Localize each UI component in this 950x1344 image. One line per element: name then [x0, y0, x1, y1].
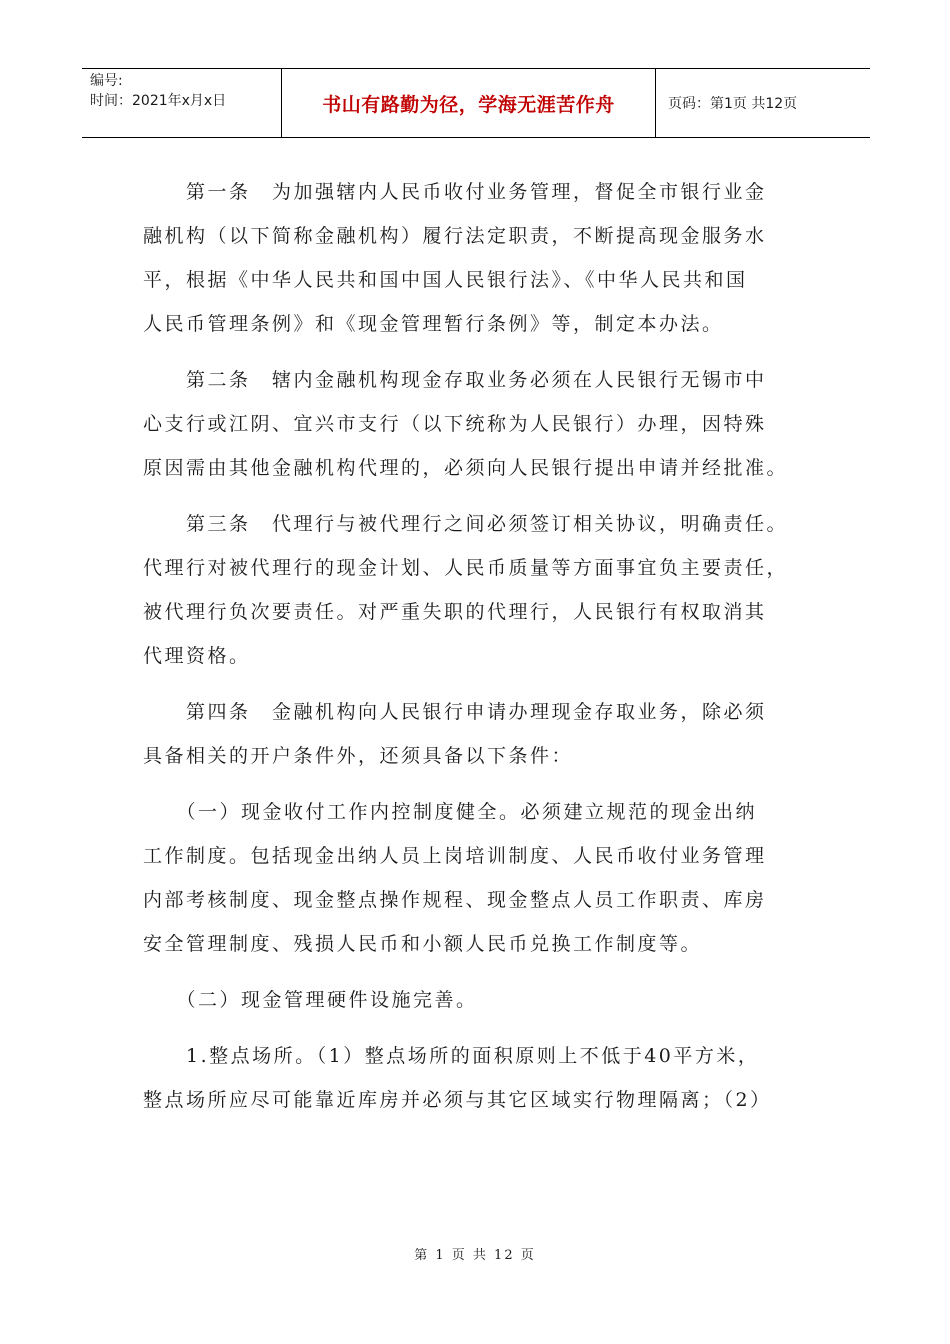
number-label: 编号: [90, 73, 123, 89]
paragraph [143, 170, 803, 346]
paragraph [143, 358, 803, 490]
paragraph-line: 代理行对被代理行的现金计划、人民币质量等方面事宜负主要责任， [143, 557, 789, 579]
paragraph-line: 原因需由其他金融机构代理的，必须向人民银行提出申请并经批准。 [143, 457, 789, 479]
paragraph-line: 被代理行负次要责任。对严重失职的代理行，人民银行有权取消其 [143, 601, 767, 623]
paragraph-line: 平，根据《中华人民共和国中国人民银行法》、《中华人民共和国 [143, 269, 748, 291]
paragraph [143, 790, 803, 966]
document-body [143, 170, 803, 1134]
paragraph-line: （二）现金管理硬件设施完善。 [143, 989, 478, 1011]
paragraph-line: 工作制度。包括现金出纳人员上岗培训制度、人民币收付业务管理 [143, 845, 767, 867]
paragraph [143, 690, 803, 778]
time-label: 时间：2021年x月x日 [90, 93, 227, 109]
document-header [82, 68, 870, 138]
paragraph-line: 心支行或江阴、宜兴市支行（以下统称为人民银行）办理，因特殊 [143, 413, 767, 435]
paragraph-line: 第四条 金融机构向人民银行申请办理现金存取业务，除必须 [143, 701, 767, 723]
paragraph-line: 1.整点场所。（1）整点场所的面积原则上不低于40平方米， [143, 1045, 760, 1067]
paragraph-line: 具备相关的开户条件外，还须具备以下条件： [143, 745, 574, 767]
paragraph-line: （一）现金收付工作内控制度健全。必须建立规范的现金出纳 [143, 801, 758, 823]
header-motto: 书山有路勤为径，学海无涯苦作舟 [282, 69, 656, 137]
paragraph [143, 978, 803, 1022]
paragraph-line: 安全管理制度、残损人民币和小额人民币兑换工作制度等。 [143, 933, 703, 955]
paragraph-line: 人民币管理条例》和《现金管理暂行条例》等，制定本办法。 [143, 313, 724, 335]
paragraph-line: 整点场所应尽可能靠近库房并必须与其它区域实行物理隔离；（2） [143, 1089, 772, 1111]
header-meta [82, 69, 282, 137]
paragraph [143, 1034, 803, 1122]
header-page-info: 页码：第1页 共12页 [668, 96, 798, 112]
page-footer: 第 1 页 共 12 页 [414, 1248, 536, 1263]
paragraph-line: 第一条 为加强辖内人民币收付业务管理，督促全市银行业金 [143, 181, 767, 203]
paragraph-line: 内部考核制度、现金整点操作规程、现金整点人员工作职责、库房 [143, 889, 767, 911]
paragraph-line: 第三条 代理行与被代理行之间必须签订相关协议，明确责任。 [143, 513, 789, 535]
paragraph-line: 代理资格。 [143, 645, 251, 667]
paragraph-line: 融机构（以下简称金融机构）履行法定职责，不断提高现金服务水 [143, 225, 767, 247]
paragraph-line: 第二条 辖内金融机构现金存取业务必须在人民银行无锡市中 [143, 369, 767, 391]
paragraph [143, 502, 803, 678]
